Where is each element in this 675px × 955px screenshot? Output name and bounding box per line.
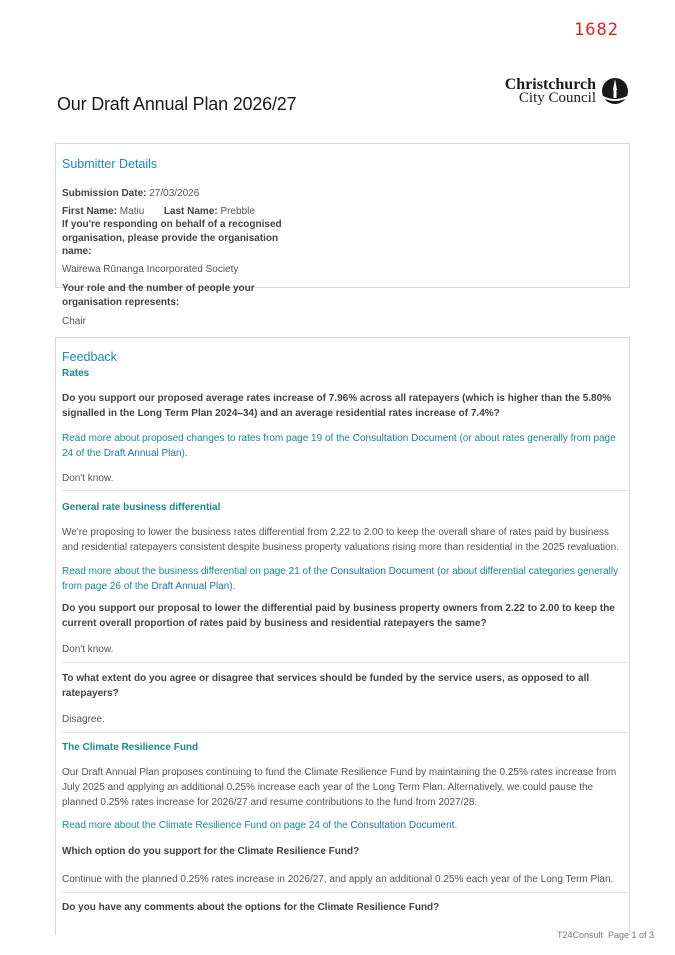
role-question: Your role and the number of people your organisation represents: [62, 283, 255, 308]
climate-comments-question: Do you have any comments about the options for the Climate Resilience Fund? [62, 902, 440, 913]
consultation-document-link[interactable]: Consultation Document [330, 566, 435, 577]
page-number: 1682 [574, 20, 619, 40]
feedback-section-title: Feedback [62, 350, 117, 364]
document-title: Our Draft Annual Plan 2026/27 [57, 94, 297, 114]
submission-date-row [62, 186, 199, 201]
first-name-value: Matiu [119, 206, 145, 217]
organisation-question: If you're responding on behalf of a recognised organisation, please provide the organisation name: [62, 219, 282, 257]
climate-body: Our Draft Annual Plan proposes continuing to fund the Climate Resilience Fund by maintaining the 0.25% rates increase from July 2025 and applying an additional 0.25% increase each year of the Long Term Plan. Alternatively, we could pause the planned 0.25% rates increase for 2026/27 and resume contributions to the fund from 2027/28. [62, 767, 617, 808]
last-name-value: Prebble [220, 206, 255, 217]
draft-annual-plan-link[interactable]: Draft Annual Plan [103, 448, 182, 459]
submission-date-label: Submission Date: [62, 188, 147, 199]
differential-answer: Don't know. [62, 644, 114, 655]
climate-read-more: Read more about the Climate Resilience Fund on page 24 of the Consultation Document. [62, 820, 458, 831]
differential-body: We're proposing to lower the business rates differential from 2.22 to 2.00 to keep the overall share of rates paid by business and residential ratepayers consistent despite business property valuations rising more than residential in the 2025 revaluation. [62, 527, 619, 553]
divider [62, 490, 629, 491]
submitter-section-title: Submitter Details [62, 157, 158, 171]
consultation-document-link[interactable]: Consultation Document [352, 433, 457, 444]
draft-annual-plan-link[interactable]: Draft Annual Plan [151, 581, 230, 592]
logo-line-2: City Council [518, 90, 596, 106]
differential-read-more: Read more about the business differential on page 21 of the Consultation Document (or about differential categories generally from page 26 of the Draft Annual Plan). [62, 566, 619, 592]
climate-answer: Continue with the planned 0.25% rates increase in 2026/27, and apply an additional 0.25% each year of the Long Term Plan. [62, 874, 614, 885]
name-row [62, 204, 255, 219]
rates-heading: Rates [62, 368, 90, 379]
rates-question: Do you support our proposed average rates increase of 7.96% across all ratepayers (which is higher than the 5.80% signalled in the Long Term Plan 2024–34) and an average residential rates increase of 7.4%? [62, 393, 612, 419]
service-users-question: To what extent do you agree or disagree that services should be funded by the service users, as opposed to all ratepayers? [62, 673, 590, 699]
cathedral-spire-icon [600, 78, 630, 106]
submission-date-value: 27/03/2026 [149, 188, 200, 199]
last-name-label: Last Name: [163, 206, 218, 217]
role-answer: Chair [62, 316, 86, 327]
page-footer: T24Consult Page 1 of 3 [557, 930, 655, 940]
logo-line-1: Christchurch [504, 76, 596, 93]
differential-question: Do you support our proposal to lower the differential paid by business property owners from 2.22 to 2.00 to keep the current overall proportion of rates paid by business and residential ratepayers the same? [62, 603, 615, 629]
consultation-document-link[interactable]: Consultation Document [350, 820, 455, 831]
divider [62, 892, 629, 893]
climate-question: Which option do you support for the Climate Resilience Fund? [62, 846, 360, 857]
service-users-answer: Disagree. [62, 714, 105, 725]
organisation-answer: Wairewa Rūnanga Incorporated Society [62, 264, 239, 275]
climate-heading: The Climate Resilience Fund [62, 742, 199, 753]
first-name-label: First Name: [62, 206, 118, 217]
rates-read-more: Read more about proposed changes to rates from page 19 of the Consultation Document (or about rates generally from page 24 of the Draft Annual Plan). [62, 433, 616, 459]
council-logo [498, 76, 630, 108]
differential-heading: General rate business differential [62, 502, 221, 513]
divider [62, 732, 629, 733]
divider [62, 662, 629, 663]
rates-answer: Don't know. [62, 473, 114, 484]
